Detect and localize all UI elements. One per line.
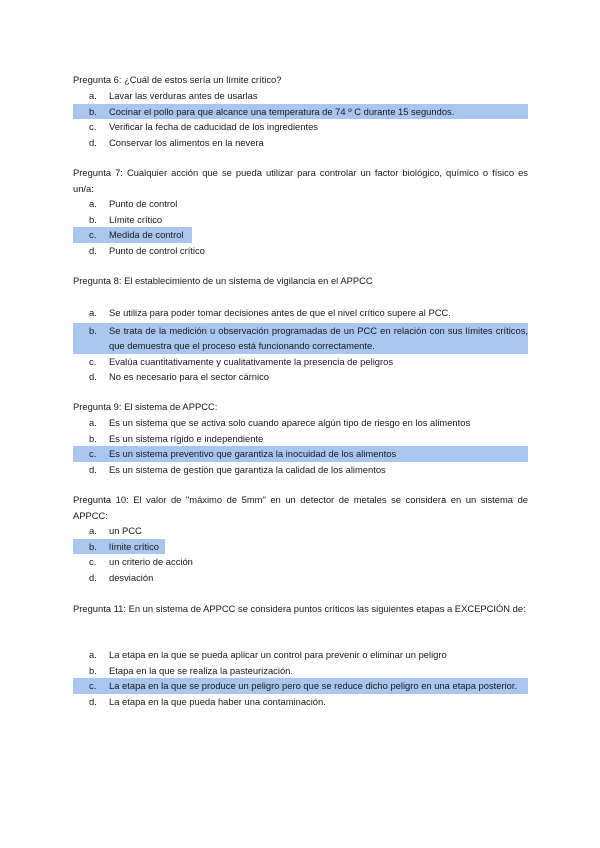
option-letter: b.	[89, 213, 97, 225]
option-letter: a.	[89, 649, 97, 660]
option-text: Es un sistema preventivo que garantiza la inocuidad de los alimentos	[109, 448, 397, 459]
option-letter: a.	[89, 525, 97, 536]
option-d[interactable]	[73, 135, 528, 151]
option-text: Cocinar el pollo para que alcance una temperatura de 74 º C durante 15 segundos.	[109, 105, 455, 117]
option-text: un PCC	[109, 525, 142, 536]
question-9	[73, 399, 528, 475]
option-b[interactable]	[73, 663, 528, 679]
option-letter: d.	[89, 371, 97, 382]
option-b-selected[interactable]	[73, 539, 165, 555]
option-letter: c.	[89, 448, 97, 459]
question-11	[73, 601, 528, 707]
option-letter: a.	[89, 417, 97, 428]
question-7	[73, 165, 528, 256]
option-d[interactable]	[73, 243, 528, 259]
option-text: Se trata de la medición u observación programadas de un PCC en relación con sus límites críticos, que demuestra que el proceso está funcionando correctamente.	[109, 324, 528, 351]
option-text: Evalúa cuantitativamente y cualitativamente la presencia de peligros	[109, 355, 394, 367]
option-letter: c.	[89, 556, 97, 567]
option-c[interactable]	[73, 554, 528, 570]
option-text: La etapa en la que se pueda aplicar un control para prevenir o eliminar un peligro	[109, 649, 447, 660]
option-letter: c.	[89, 680, 97, 691]
option-text: Lavar las verduras antes de usarlas	[109, 90, 258, 101]
question-10	[73, 492, 528, 583]
option-text: desviación	[109, 571, 154, 583]
options-list	[73, 196, 528, 258]
option-text: Punto de control	[109, 198, 178, 209]
option-text: límite crítico	[109, 540, 160, 552]
question-6	[73, 72, 528, 148]
option-a[interactable]	[73, 88, 528, 104]
option-letter: c.	[89, 121, 97, 132]
options-list	[73, 523, 528, 585]
option-letter: c.	[89, 229, 97, 240]
option-letter: b.	[89, 540, 97, 552]
option-a[interactable]	[73, 647, 528, 663]
option-a[interactable]	[73, 415, 528, 431]
question-text: Pregunta 10: El valor de "máximo de 5mm" en un detector de metales se considera en un sistema de APPCC:	[73, 494, 528, 521]
option-a[interactable]	[73, 196, 528, 212]
option-text: Es un sistema de gestión que garantiza la calidad de los alimentos	[109, 463, 386, 475]
option-text: La etapa en la que pueda haber una contaminación.	[109, 695, 326, 707]
option-letter: b.	[89, 324, 97, 336]
option-letter: d.	[89, 244, 97, 256]
option-b[interactable]	[73, 212, 528, 228]
options-list	[73, 415, 528, 477]
option-letter: a.	[89, 198, 97, 209]
option-text: No es necesario para el sector cárnico	[109, 371, 269, 382]
option-text: Punto de control crítico	[109, 244, 205, 256]
option-d[interactable]	[73, 570, 528, 586]
option-c[interactable]	[73, 119, 528, 135]
option-b-selected[interactable]	[73, 104, 528, 120]
option-d[interactable]	[73, 462, 528, 478]
option-c-selected[interactable]	[73, 678, 528, 694]
option-letter: d.	[89, 571, 97, 583]
option-letter: b.	[89, 432, 97, 444]
option-text: Es un sistema rígido e independiente	[109, 432, 264, 444]
option-text: Se utiliza para poder tomar decisiones antes de que el nivel crítico supere al PCC.	[109, 307, 451, 318]
option-letter: d.	[89, 136, 97, 148]
question-text: Pregunta 7: Cualquier acción que se pueda utilizar para controlar un factor biológico, químico o físico es un/a:	[73, 167, 528, 194]
question-text: Pregunta 9: El sistema de APPCC:	[73, 401, 218, 412]
option-text: Etapa en la que se realiza la pasteurización.	[109, 664, 293, 676]
options-list	[73, 647, 528, 709]
question-text: Pregunta 11: En un sistema de APPCC se considera puntos críticos las siguientes etapas a EXCEPCIÓN de:	[73, 603, 526, 614]
option-letter: d.	[89, 463, 97, 475]
question-8	[73, 273, 528, 382]
option-a[interactable]	[73, 305, 528, 321]
option-d[interactable]	[73, 369, 528, 385]
option-text: Es un sistema que se activa solo cuando aparece algún tipo de riesgo en los alimentos	[109, 417, 471, 428]
option-c-selected[interactable]	[73, 446, 528, 462]
option-b[interactable]	[73, 431, 528, 447]
option-text: Verificar la fecha de caducidad de los ingredientes	[109, 121, 318, 132]
option-text: un criterio de acción	[109, 556, 193, 567]
option-b-selected[interactable]	[73, 323, 528, 354]
option-c[interactable]	[73, 354, 528, 370]
option-d[interactable]	[73, 694, 528, 710]
option-text: Conservar los alimentos en la nevera	[109, 136, 264, 148]
option-c-selected[interactable]	[73, 227, 192, 243]
option-letter: d.	[89, 695, 97, 707]
options-list	[73, 305, 528, 385]
option-letter: c.	[89, 355, 97, 367]
option-text: Medida de control	[109, 229, 184, 240]
option-text: La etapa en la que se produce un peligro pero que se reduce dicho peligro en una etapa posterior.	[109, 680, 518, 691]
option-a[interactable]	[73, 523, 528, 539]
question-text: Pregunta 8: El establecimiento de un sistema de vigilancia en el APPCC	[73, 275, 373, 286]
question-text: Pregunta 6: ¿Cuál de estos sería un límite crítico?	[73, 74, 282, 85]
option-letter: a.	[89, 90, 97, 101]
options-list	[73, 88, 528, 150]
option-letter: a.	[89, 307, 97, 318]
option-letter: b.	[89, 664, 97, 676]
option-text: Límite crítico	[109, 213, 163, 225]
option-letter: b.	[89, 105, 97, 117]
